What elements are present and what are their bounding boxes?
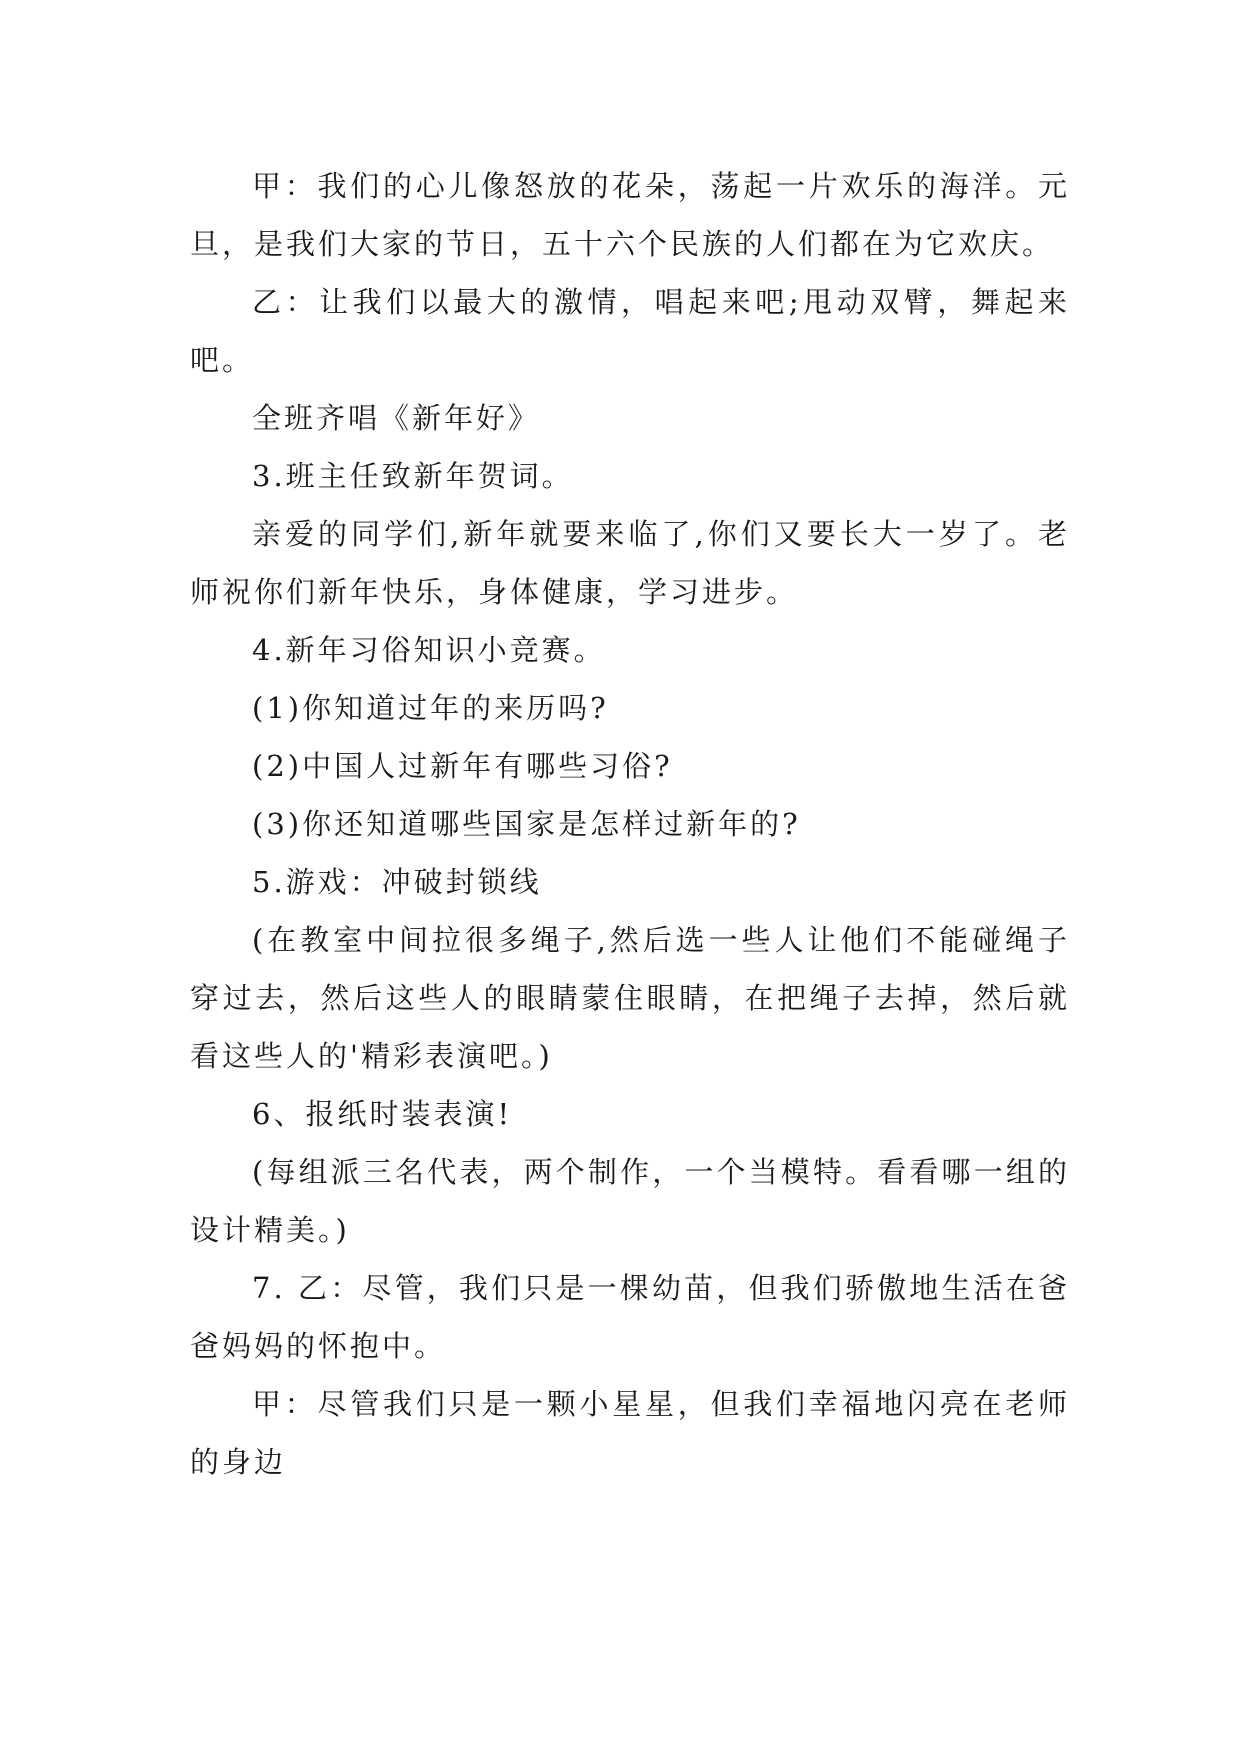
paragraph-fashion-rules: (每组派三名代表，两个制作，一个当模特。看看哪一组的设计精美。): [190, 1155, 1070, 1247]
paragraph-yi-invite: 乙：让我们以最大的激情，唱起来吧;甩动双臂，舞起来吧。: [190, 285, 1070, 377]
paragraph-question-3: (3)你还知道哪些国家是怎样过新年的?: [252, 807, 801, 841]
paragraph-item-7-yi: 7. 乙：尽管，我们只是一棵幼苗，但我们骄傲地生活在爸爸妈妈的怀抱中。: [190, 1271, 1070, 1363]
document-body: [190, 157, 1070, 1491]
paragraph-question-2: (2)中国人过新年有哪些习俗?: [252, 749, 673, 783]
paragraph-item-5-heading: 5.游戏：冲破封锁线: [252, 865, 542, 899]
paragraph-teacher-greeting: 亲爱的同学们,新年就要来临了,你们又要长大一岁了。老师祝你们新年快乐，身体健康，学习进步。: [190, 517, 1070, 609]
paragraph-jia-closing: 甲：尽管我们只是一颗小星星，但我们幸福地闪亮在老师的身边: [190, 1387, 1070, 1479]
paragraph-class-song: 全班齐唱《新年好》: [252, 401, 541, 435]
paragraph-item-6-heading: 6、报纸时装表演!: [252, 1097, 513, 1131]
paragraph-jia-opening: 甲：我们的心儿像怒放的花朵，荡起一片欢乐的海洋。元旦，是我们大家的节日，五十六个民族的人们都在为它欢庆。: [190, 169, 1070, 261]
paragraph-item-4-heading: 4.新年习俗知识小竞赛。: [252, 633, 606, 667]
paragraph-game-rules: (在教室中间拉很多绳子,然后选一些人让他们不能碰绳子穿过去，然后这些人的眼睛蒙住眼睛，在把绳子去掉，然后就看这些人的'精彩表演吧。): [190, 923, 1070, 1073]
paragraph-item-3-heading: 3.班主任致新年贺词。: [252, 459, 574, 493]
paragraph-question-1: (1)你知道过年的来历吗?: [252, 691, 609, 725]
